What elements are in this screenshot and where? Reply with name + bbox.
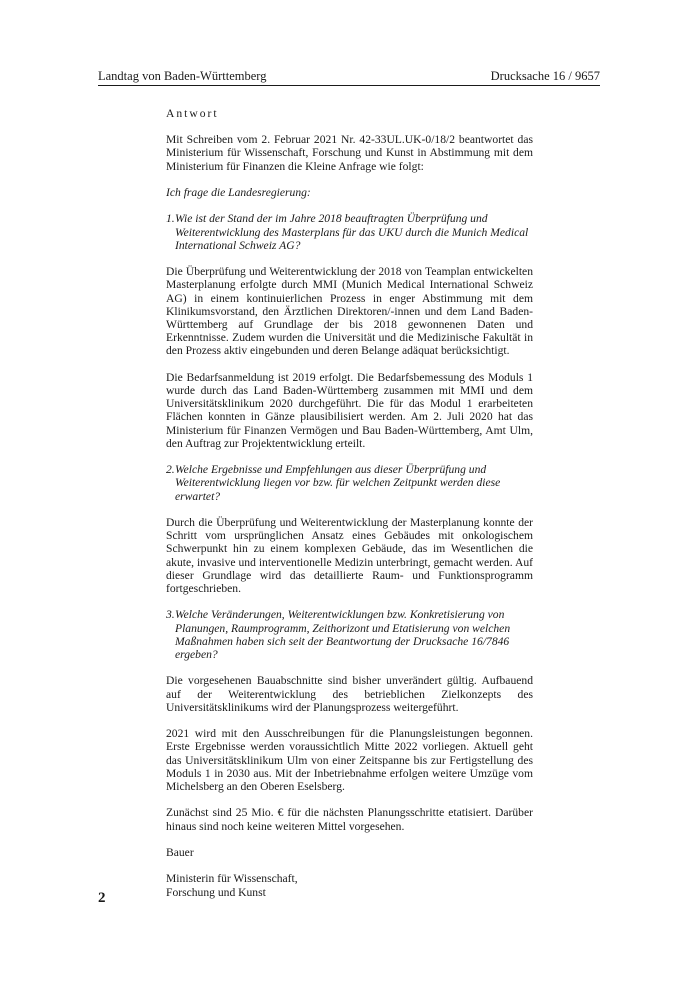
- page-number: 2: [98, 890, 106, 906]
- answer-2-paragraph: Durch die Überprüfung und Weiterentwicklung der Masterplanung konnte der Schritt vom ursprünglichen Ansatz eines Gebäudes mit onkologischem Schwerpunkt hin zu einem komplexen Gebäude, das im Wesentlichen die akute, invasive und interventionelle Medizin unterbringt, gemacht werden. Auf dieser Grundlage wird das detaillierte Raum- und Funktionsprogramm fortgeschrieben.: [166, 516, 533, 596]
- question-1-number: 1.: [166, 212, 175, 226]
- answer-3-paragraph-3: Zunächst sind 25 Mio. € für die nächsten Planungsschritte etatisiert. Darüber hinaus sind noch keine weiteren Mittel vorgesehen.: [166, 806, 533, 833]
- document-body: [166, 107, 533, 899]
- answer-heading: Antwort: [166, 107, 219, 120]
- signature-title-line-1: Ministerin für Wissenschaft,: [166, 872, 298, 886]
- signature-name: Bauer: [166, 846, 194, 859]
- signature-block: [166, 846, 533, 899]
- header-rule: [98, 85, 600, 86]
- question-3: [166, 608, 533, 661]
- signature-title: [166, 872, 533, 898]
- header-parliament: Landtag von Baden-Württemberg: [98, 69, 267, 83]
- question-lead: Ich frage die Landesregierung:: [166, 186, 311, 199]
- question-3-number: 3.: [166, 608, 175, 622]
- question-1: [166, 212, 533, 252]
- question-1-text: Wie ist der Stand der im Jahre 2018 beauftragten Überprüfung und Weiterentwicklung des Masterplans für das UKU durch die Munich Medical International Schweiz AG?: [175, 212, 529, 252]
- answer-1-paragraph-2: Die Bedarfsanmeldung ist 2019 erfolgt. Die Bedarfsbemessung des Moduls 1 wurde durch das Land Baden-Württemberg zusammen mit MMI und dem Universitätsklinikum 2020 durchgeführt. Die für das Modul 1 erarbeiteten Flächen konnten in Gänze plausibilisiert werden. Am 2. Juli 2020 hat das Ministerium für Finanzen Vermögen und Bau Baden-Württemberg, Amt Ulm, den Auftrag zur Projektentwicklung erteilt.: [166, 370, 533, 450]
- question-2: [166, 463, 533, 503]
- question-2-text: Welche Ergebnisse und Empfehlungen aus dieser Überprüfung und Weiterentwicklung liegen vor bzw. für welchen Zeitpunkt werden diese erwartet?: [175, 463, 501, 503]
- intro-paragraph: Mit Schreiben vom 2. Februar 2021 Nr. 42-33UL.UK-0/18/2 beantwortet das Ministerium für Wissenschaft, Forschung und Kunst in Abstimmung mit dem Ministerium für Finanzen die Kleine Anfrage wie folgt:: [166, 133, 533, 173]
- answer-1-paragraph-1: Die Überprüfung und Weiterentwicklung der 2018 von Teamplan entwickelten Masterplanung erfolgte durch MMI (Munich Medical International Schweiz AG) in einem kontinuierlichen Prozess in enger Abstimmung mit dem Klinikumsvorstand, den Ärztlichen Direktoren/-innen und dem Land Baden-Württemberg auf Grundlage der bis 2018 gewonnenen Daten und Erkenntnisse. Zudem wurden die Universität und die Medizinische Fakultät in den Prozess aktiv eingebunden und deren Belange adäquat berücksichtigt.: [166, 265, 533, 358]
- answer-3-paragraph-2: 2021 wird mit den Ausschreibungen für die Planungsleistungen begonnen. Erste Ergebnisse werden voraussichtlich Mitte 2022 vorliegen. Aktuell geht das Universitätsklinikum Ulm von einer Zeitspanne bis zur Fertigstellung des Moduls 1 in 2030 aus. Mit der Inbetriebnahme erfolgen weitere Umzüge vom Michelsberg an den Oberen Eselsberg.: [166, 727, 533, 794]
- question-2-number: 2.: [166, 463, 175, 477]
- answer-3-paragraph-1: Die vorgesehenen Bauabschnitte sind bisher unverändert gültig. Aufbauend auf der Weiterentwicklung des betrieblichen Zielkonzepts des Universitätsklinikums wird der Planungsprozess weitergeführt.: [166, 674, 533, 714]
- signature-title-line-2: Forschung und Kunst: [166, 885, 266, 899]
- question-3-text: Welche Veränderungen, Weiterentwicklungen bzw. Konkretisierung von Planungen, Raumprogramm, Zeithorizont und Etatisierung von welchen Maßnahmen haben sich seit der Beantwortung der Drucksache 16/7846 ergeben?: [175, 608, 511, 662]
- header-document-number: Drucksache 16 / 9657: [490, 69, 600, 83]
